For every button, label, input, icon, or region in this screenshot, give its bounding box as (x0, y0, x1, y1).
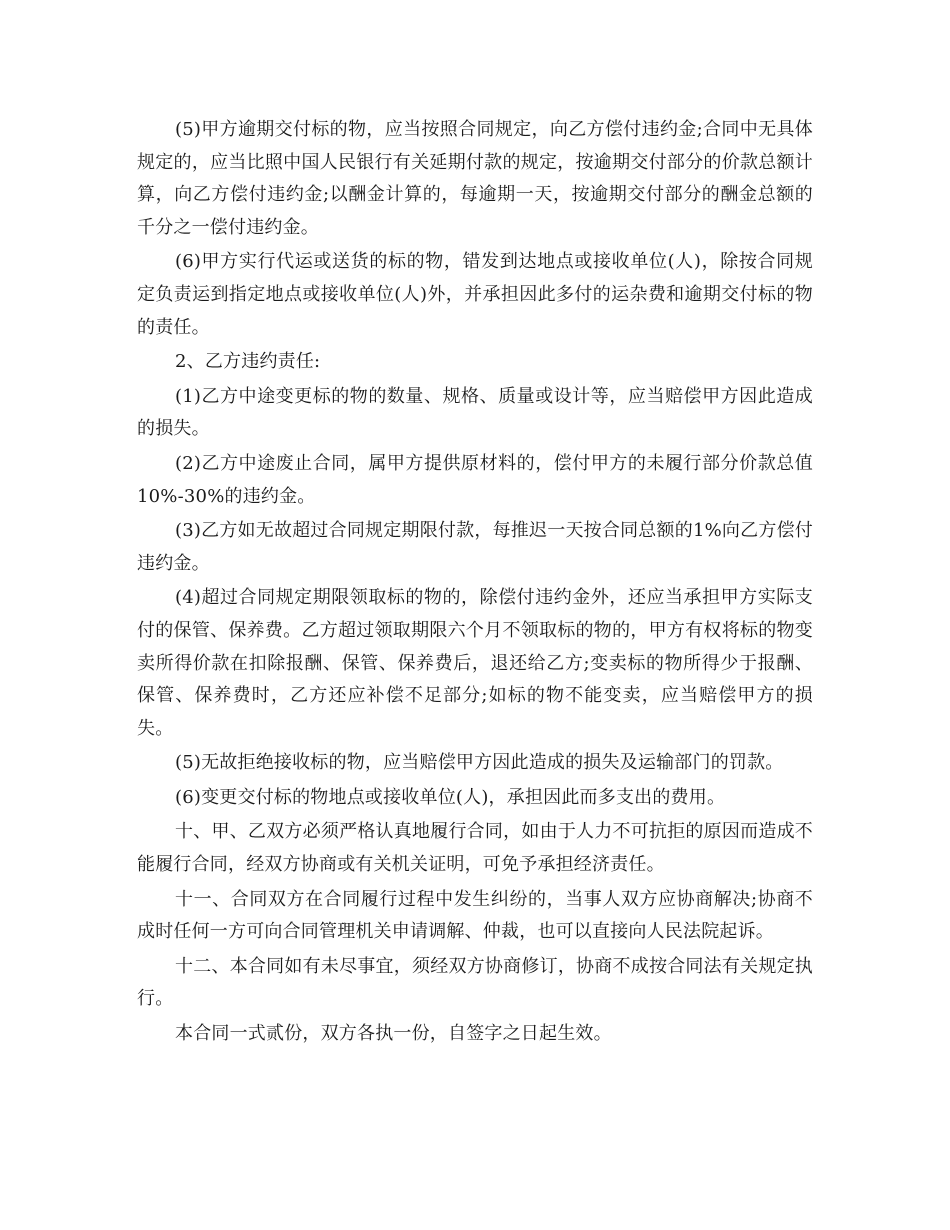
clause-ten-force-majeure: 十、甲、乙双方必须严格认真地履行合同，如由于人力不可抗拒的原因而造成不能履行合同，经双方协商或有关机关证明，可免予承担经济责任。 (137, 821, 813, 876)
paragraph-party-b-refusal: (5)无故拒绝接收标的物，应当赔偿甲方因此造成的损失及运输部门的罚款。 (175, 752, 784, 774)
clause-twelve-supplementary: 十二、本合同如有未尽事宜，须经双方协商修订，协商不成按合同法有关规定执行。 (137, 955, 813, 1010)
clause-eleven-disputes: 十一、合同双方在合同履行过程中发生纠纷的，当事人双方应协商解决;协商不成时任何一方可向合同管理机关申请调解、仲裁，也可以直接向人民法院起诉。 (137, 888, 813, 943)
paragraph-party-a-late-delivery: (5)甲方逾期交付标的物，应当按照合同规定，向乙方偿付违约金;合同中无具体规定的，应当比照中国人民银行有关延期付款的规定，按逾期交付部分的价款总额计算，向乙方偿付违约金;以酬金计算的，每逾期一天，按逾期交付部分的酬金总额的千分之一偿付违约金。 (137, 119, 813, 238)
closing-statement: 本合同一式贰份，双方各执一份，自签字之日起生效。 (175, 1023, 612, 1045)
paragraph-party-b-termination: (2)乙方中途废止合同，属甲方提供原材料的，偿付甲方的未履行部分价款总值10%-30%的违约金。 (137, 452, 813, 507)
paragraph-party-a-misdelivery: (6)甲方实行代运或送货的标的物，错发到达地点或接收单位(人)，除按合同规定负责运到指定地点或接收单位(人)外，并承担因此多付的运杂费和逾期交付标的物的责任。 (137, 251, 813, 338)
paragraph-party-b-late-pickup: (4)超过合同规定期限领取标的物的，除偿付违约金外，还应当承担甲方实际支付的保管、保养费。乙方超过领取期限六个月不领取标的物的，甲方有权将标的物变卖所得价款在扣除报酬、保管、保养费后，退还给乙方;变卖标的物所得少于报酬、保管、保养费时，乙方还应补偿不足部分;如标的物不能变卖，应当赔偿甲方的损失。 (137, 587, 813, 739)
section-heading-party-b-liability: 2、乙方违约责任: (175, 351, 321, 373)
paragraph-party-b-late-payment: (3)乙方如无故超过合同规定期限付款，每推迟一天按合同总额的1%向乙方偿付违约金。 (137, 520, 813, 574)
document-body (137, 114, 813, 1053)
paragraph-party-b-location-change: (6)变更交付标的物地点或接收单位(人)，承担因此而多支出的费用。 (175, 786, 726, 808)
paragraph-party-b-change: (1)乙方中途变更标的物的数量、规格、质量或设计等，应当赔偿甲方因此造成的损失。 (137, 385, 813, 440)
